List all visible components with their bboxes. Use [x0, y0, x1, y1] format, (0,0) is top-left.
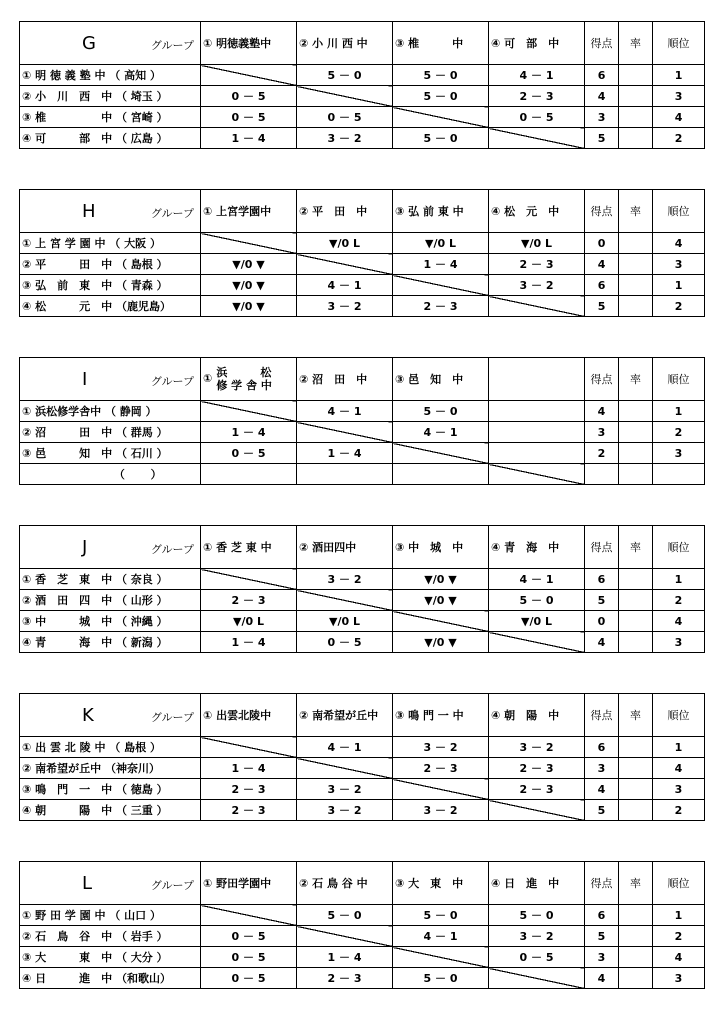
- rate-cell: [619, 737, 653, 758]
- rank-cell: 3: [653, 86, 705, 107]
- rank-cell: 3: [653, 632, 705, 653]
- team-name: ① 上 宮 学 園 中 （ 大阪 ）: [20, 233, 201, 254]
- opponent-header: ③ 椎 中: [393, 22, 489, 65]
- self-match-cell: [489, 128, 585, 149]
- group-letter: J: [82, 536, 88, 558]
- rank-cell: 1: [653, 569, 705, 590]
- opponent-header: ④ 日 進 中: [489, 862, 585, 905]
- match-result: 2 － 3: [201, 779, 297, 800]
- points-cell: 4: [585, 86, 619, 107]
- column-header: 率: [619, 862, 653, 905]
- match-result: 3 － 2: [297, 569, 393, 590]
- table-row: [20, 86, 705, 107]
- team-name: ④ 朝 陽 中 （ 三重 ）: [20, 800, 201, 821]
- table-row: [20, 443, 705, 464]
- opponent-header: ① 出雲北陵中: [201, 694, 297, 737]
- match-result: 0 － 5: [297, 632, 393, 653]
- rank-cell: 3: [653, 443, 705, 464]
- rate-cell: [619, 107, 653, 128]
- match-result: 2 － 3: [393, 296, 489, 317]
- self-match-cell: [393, 611, 489, 632]
- column-header: 得点: [585, 862, 619, 905]
- column-header: 順位: [653, 190, 705, 233]
- team-name: ② 小 川 西 中 （ 埼玉 ）: [20, 86, 201, 107]
- column-header: 順位: [653, 358, 705, 401]
- team-name: ② 石 鳥 谷 中 （ 岩手 ）: [20, 926, 201, 947]
- points-cell: 4: [585, 632, 619, 653]
- rank-cell: 1: [653, 905, 705, 926]
- match-result: 3 － 2: [489, 926, 585, 947]
- rank-cell: 2: [653, 128, 705, 149]
- match-result: ▼/0 L: [489, 233, 585, 254]
- opponent-header: ③ 弘 前 東 中: [393, 190, 489, 233]
- match-result: 3 － 2: [297, 296, 393, 317]
- match-result: 0 － 5: [201, 926, 297, 947]
- rank-cell: 3: [653, 254, 705, 275]
- opponent-header: ① 上宮学園中: [201, 190, 297, 233]
- team-name: ② 南希望が丘中 （神奈川）: [20, 758, 201, 779]
- opponent-header: ③ 大 東 中: [393, 862, 489, 905]
- table-row: [20, 254, 705, 275]
- rank-cell: 1: [653, 401, 705, 422]
- points-cell: 6: [585, 275, 619, 296]
- team-name: ④ 日 進 中 （和歌山）: [20, 968, 201, 989]
- group-letter: I: [82, 368, 88, 390]
- match-result: 5 － 0: [393, 86, 489, 107]
- match-result: [201, 464, 297, 485]
- match-result: 1 － 4: [201, 632, 297, 653]
- match-result: ▼/0 ▼: [393, 569, 489, 590]
- self-match-cell: [489, 800, 585, 821]
- opponent-header: ③ 邑 知 中: [393, 358, 489, 401]
- opponent-header: ② 平 田 中: [297, 190, 393, 233]
- team-name: ② 平 田 中 （ 島根 ）: [20, 254, 201, 275]
- match-result: 4 － 1: [489, 569, 585, 590]
- points-cell: 4: [585, 401, 619, 422]
- match-result: 4 － 1: [489, 65, 585, 86]
- rank-cell: 4: [653, 611, 705, 632]
- team-name: ③ 椎 中 （ 宮崎 ）: [20, 107, 201, 128]
- self-match-cell: [201, 401, 297, 422]
- rate-cell: [619, 128, 653, 149]
- match-result: 0 － 5: [201, 443, 297, 464]
- group-heading: [20, 190, 201, 233]
- match-result: 1 － 4: [201, 758, 297, 779]
- self-match-cell: [297, 590, 393, 611]
- opponent-header: [201, 358, 297, 401]
- column-header: 率: [619, 22, 653, 65]
- table-row: [20, 632, 705, 653]
- rate-cell: [619, 947, 653, 968]
- rate-cell: [619, 275, 653, 296]
- column-header: 順位: [653, 526, 705, 569]
- table-row: [20, 464, 705, 485]
- match-result: ▼/0 ▼: [393, 632, 489, 653]
- opponent-header: ② 小 川 西 中: [297, 22, 393, 65]
- self-match-cell: [393, 947, 489, 968]
- self-match-cell: [489, 632, 585, 653]
- table-row: [20, 128, 705, 149]
- match-result: 5 － 0: [297, 905, 393, 926]
- match-result: 3 － 2: [297, 800, 393, 821]
- opponent-header: ① 香 芝 東 中: [201, 526, 297, 569]
- opponent-header: ④ 朝 陽 中: [489, 694, 585, 737]
- rank-cell: 4: [653, 758, 705, 779]
- points-cell: 4: [585, 254, 619, 275]
- team-name: ③ 鳴 門 一 中 （ 徳島 ）: [20, 779, 201, 800]
- team-name: ③ 大 東 中 （ 大分 ）: [20, 947, 201, 968]
- group-heading: [20, 358, 201, 401]
- match-result: ▼/0 ▼: [393, 590, 489, 611]
- team-name: （ ）: [20, 464, 201, 485]
- opponent-header: ② 南希望が丘中: [297, 694, 393, 737]
- points-cell: 3: [585, 758, 619, 779]
- rank-cell: [653, 464, 705, 485]
- match-result: 5 － 0: [393, 65, 489, 86]
- match-result: 2 － 3: [201, 800, 297, 821]
- table-row: [20, 590, 705, 611]
- group-table: [19, 693, 705, 821]
- points-cell: 4: [585, 779, 619, 800]
- column-header: 率: [619, 358, 653, 401]
- points-cell: 5: [585, 296, 619, 317]
- team-name: ③ 邑 知 中 （ 石川 ）: [20, 443, 201, 464]
- self-match-cell: [393, 275, 489, 296]
- match-result: 4 － 1: [393, 926, 489, 947]
- rate-cell: [619, 65, 653, 86]
- team-name: ③ 弘 前 東 中 （ 青森 ）: [20, 275, 201, 296]
- self-match-cell: [201, 569, 297, 590]
- rank-cell: 2: [653, 422, 705, 443]
- table-row: [20, 296, 705, 317]
- rank-cell: 2: [653, 296, 705, 317]
- points-cell: [585, 464, 619, 485]
- self-match-cell: [489, 296, 585, 317]
- rate-cell: [619, 611, 653, 632]
- group-label: グループ: [150, 206, 195, 220]
- rank-cell: 4: [653, 233, 705, 254]
- match-result: 3 － 2: [489, 737, 585, 758]
- rate-cell: [619, 254, 653, 275]
- group-heading: [20, 22, 201, 65]
- match-result: 1 － 4: [297, 443, 393, 464]
- match-result: 0 － 5: [201, 968, 297, 989]
- table-row: [20, 107, 705, 128]
- points-cell: 6: [585, 65, 619, 86]
- table-row: [20, 926, 705, 947]
- match-result: 0 － 5: [201, 107, 297, 128]
- group-label: グループ: [150, 542, 194, 556]
- table-row: [20, 569, 705, 590]
- points-cell: 0: [585, 233, 619, 254]
- team-name: ④ 可 部 中 （ 広島 ）: [20, 128, 201, 149]
- match-result: [297, 464, 393, 485]
- rank-cell: 4: [653, 107, 705, 128]
- rate-cell: [619, 926, 653, 947]
- group-label: グループ: [150, 374, 194, 388]
- rate-cell: [619, 590, 653, 611]
- match-result: 1 － 4: [393, 254, 489, 275]
- rate-cell: [619, 632, 653, 653]
- rate-cell: [619, 779, 653, 800]
- match-result: 4 － 1: [393, 422, 489, 443]
- match-result: 3 － 2: [297, 779, 393, 800]
- match-result: 2 － 3: [489, 254, 585, 275]
- opponent-mark: ①: [203, 372, 213, 385]
- table-row: [20, 758, 705, 779]
- match-result: 5 － 0: [489, 905, 585, 926]
- opponent-name-line2: 修 学 舎 中: [216, 379, 272, 392]
- group-heading: [20, 862, 201, 905]
- rate-cell: [619, 86, 653, 107]
- self-match-cell: [393, 443, 489, 464]
- self-match-cell: [393, 107, 489, 128]
- match-result: [489, 401, 585, 422]
- column-header: 順位: [653, 22, 705, 65]
- rate-cell: [619, 800, 653, 821]
- rank-cell: 2: [653, 926, 705, 947]
- table-row: [20, 779, 705, 800]
- match-result: 3 － 2: [297, 128, 393, 149]
- match-result: ▼/0 L: [297, 233, 393, 254]
- points-cell: 3: [585, 422, 619, 443]
- rate-cell: [619, 569, 653, 590]
- group-table: [19, 357, 705, 485]
- table-row: [20, 737, 705, 758]
- column-header: 得点: [585, 694, 619, 737]
- self-match-cell: [297, 422, 393, 443]
- match-result: ▼/0 L: [201, 611, 297, 632]
- self-match-cell: [297, 758, 393, 779]
- team-name: ① 浜松修学舎中 （ 静岡 ）: [20, 401, 201, 422]
- opponent-header: ④ 青 海 中: [489, 526, 585, 569]
- points-cell: 6: [585, 905, 619, 926]
- rank-cell: 1: [653, 65, 705, 86]
- group-letter: K: [82, 704, 94, 726]
- group-table: [19, 21, 705, 149]
- column-header: 率: [619, 694, 653, 737]
- group-table: [19, 861, 705, 989]
- opponent-header: ① 野田学園中: [201, 862, 297, 905]
- match-result: 0 － 5: [489, 107, 585, 128]
- match-result: 0 － 5: [489, 947, 585, 968]
- opponent-header: ② 酒田四中: [297, 526, 393, 569]
- match-result: ▼/0 L: [393, 233, 489, 254]
- table-row: [20, 611, 705, 632]
- self-match-cell: [489, 968, 585, 989]
- column-header: 得点: [585, 22, 619, 65]
- self-match-cell: [393, 779, 489, 800]
- self-match-cell: [297, 86, 393, 107]
- points-cell: 3: [585, 947, 619, 968]
- match-result: 2 － 3: [489, 779, 585, 800]
- group-table: [19, 189, 705, 317]
- group-label: グループ: [150, 878, 194, 892]
- table-row: [20, 800, 705, 821]
- opponent-header: ② 沼 田 中: [297, 358, 393, 401]
- group-label: グループ: [150, 38, 195, 52]
- self-match-cell: [201, 65, 297, 86]
- rank-cell: 4: [653, 947, 705, 968]
- opponent-header: ③ 鳴 門 一 中: [393, 694, 489, 737]
- points-cell: 2: [585, 443, 619, 464]
- column-header: 率: [619, 190, 653, 233]
- table-row: [20, 905, 705, 926]
- points-cell: 0: [585, 611, 619, 632]
- group-letter: G: [82, 32, 96, 54]
- points-cell: 6: [585, 569, 619, 590]
- match-result: 4 － 1: [297, 737, 393, 758]
- match-result: 5 － 0: [489, 590, 585, 611]
- match-result: ▼/0 ▼: [201, 254, 297, 275]
- points-cell: 4: [585, 968, 619, 989]
- team-name: ③ 中 城 中 （ 沖縄 ）: [20, 611, 201, 632]
- rate-cell: [619, 422, 653, 443]
- team-name: ② 酒 田 四 中 （ 山形 ）: [20, 590, 201, 611]
- match-result: [489, 422, 585, 443]
- rate-cell: [619, 401, 653, 422]
- team-name: ① 野 田 学 園 中 （ 山口 ）: [20, 905, 201, 926]
- group-letter: H: [82, 200, 96, 222]
- opponent-header: ③ 中 城 中: [393, 526, 489, 569]
- team-name: ① 出 雲 北 陵 中 （ 島根 ）: [20, 737, 201, 758]
- self-match-cell: [489, 464, 585, 485]
- opponent-header: [489, 358, 585, 401]
- table-row: [20, 947, 705, 968]
- column-header: 順位: [653, 862, 705, 905]
- rate-cell: [619, 296, 653, 317]
- group-heading: [20, 526, 201, 569]
- team-name: ④ 松 元 中 （鹿児島）: [20, 296, 201, 317]
- column-header: 順位: [653, 694, 705, 737]
- self-match-cell: [297, 254, 393, 275]
- match-result: ▼/0 ▼: [201, 275, 297, 296]
- match-result: 3 － 2: [393, 800, 489, 821]
- opponent-header: ④ 可 部 中: [489, 22, 585, 65]
- rank-cell: 3: [653, 968, 705, 989]
- match-result: 2 － 3: [297, 968, 393, 989]
- opponent-name-line1: 浜 松: [216, 366, 272, 379]
- table-row: [20, 233, 705, 254]
- table-row: [20, 65, 705, 86]
- column-header: 得点: [585, 526, 619, 569]
- table-row: [20, 968, 705, 989]
- match-result: ▼/0 L: [489, 611, 585, 632]
- self-match-cell: [297, 926, 393, 947]
- match-result: [489, 443, 585, 464]
- team-name: ① 香 芝 東 中 （ 奈良 ）: [20, 569, 201, 590]
- opponent-header: ④ 松 元 中: [489, 190, 585, 233]
- match-result: 1 － 4: [201, 422, 297, 443]
- rank-cell: 3: [653, 779, 705, 800]
- rank-cell: 1: [653, 275, 705, 296]
- match-result: 2 － 3: [489, 86, 585, 107]
- points-cell: 3: [585, 107, 619, 128]
- points-cell: 5: [585, 926, 619, 947]
- points-cell: 5: [585, 800, 619, 821]
- match-result: 5 － 0: [393, 968, 489, 989]
- group-label: グループ: [150, 710, 194, 724]
- self-match-cell: [201, 905, 297, 926]
- match-result: 1 － 4: [297, 947, 393, 968]
- match-result: 4 － 1: [297, 401, 393, 422]
- match-result: 2 － 3: [393, 758, 489, 779]
- match-result: 3 － 2: [489, 275, 585, 296]
- rate-cell: [619, 758, 653, 779]
- match-result: [393, 464, 489, 485]
- match-result: 5 － 0: [393, 128, 489, 149]
- table-row: [20, 422, 705, 443]
- match-result: 5 － 0: [393, 905, 489, 926]
- match-result: 5 － 0: [297, 65, 393, 86]
- rate-cell: [619, 233, 653, 254]
- group-table: [19, 525, 705, 653]
- match-result: 5 － 0: [393, 401, 489, 422]
- team-name: ② 沼 田 中 （ 群馬 ）: [20, 422, 201, 443]
- rate-cell: [619, 443, 653, 464]
- group-letter: L: [82, 872, 93, 894]
- table-row: [20, 401, 705, 422]
- match-result: ▼/0 ▼: [201, 296, 297, 317]
- match-result: 0 － 5: [201, 86, 297, 107]
- table-row: [20, 275, 705, 296]
- rate-cell: [619, 464, 653, 485]
- team-name: ① 明 徳 義 塾 中 （ 高知 ）: [20, 65, 201, 86]
- match-result: 4 － 1: [297, 275, 393, 296]
- match-result: 2 － 3: [201, 590, 297, 611]
- column-header: 率: [619, 526, 653, 569]
- match-result: 0 － 5: [201, 947, 297, 968]
- points-cell: 5: [585, 128, 619, 149]
- match-result: ▼/0 L: [297, 611, 393, 632]
- column-header: 得点: [585, 190, 619, 233]
- self-match-cell: [201, 737, 297, 758]
- opponent-header: ② 石 鳥 谷 中: [297, 862, 393, 905]
- points-cell: 5: [585, 590, 619, 611]
- rank-cell: 1: [653, 737, 705, 758]
- column-header: 得点: [585, 358, 619, 401]
- rank-cell: 2: [653, 800, 705, 821]
- rank-cell: 2: [653, 590, 705, 611]
- rate-cell: [619, 905, 653, 926]
- match-result: 1 － 4: [201, 128, 297, 149]
- match-result: 3 － 2: [393, 737, 489, 758]
- match-result: 2 － 3: [489, 758, 585, 779]
- group-heading: [20, 694, 201, 737]
- points-cell: 6: [585, 737, 619, 758]
- rate-cell: [619, 968, 653, 989]
- opponent-header: ① 明徳義塾中: [201, 22, 297, 65]
- match-result: 0 － 5: [297, 107, 393, 128]
- team-name: ④ 青 海 中 （ 新潟 ）: [20, 632, 201, 653]
- self-match-cell: [201, 233, 297, 254]
